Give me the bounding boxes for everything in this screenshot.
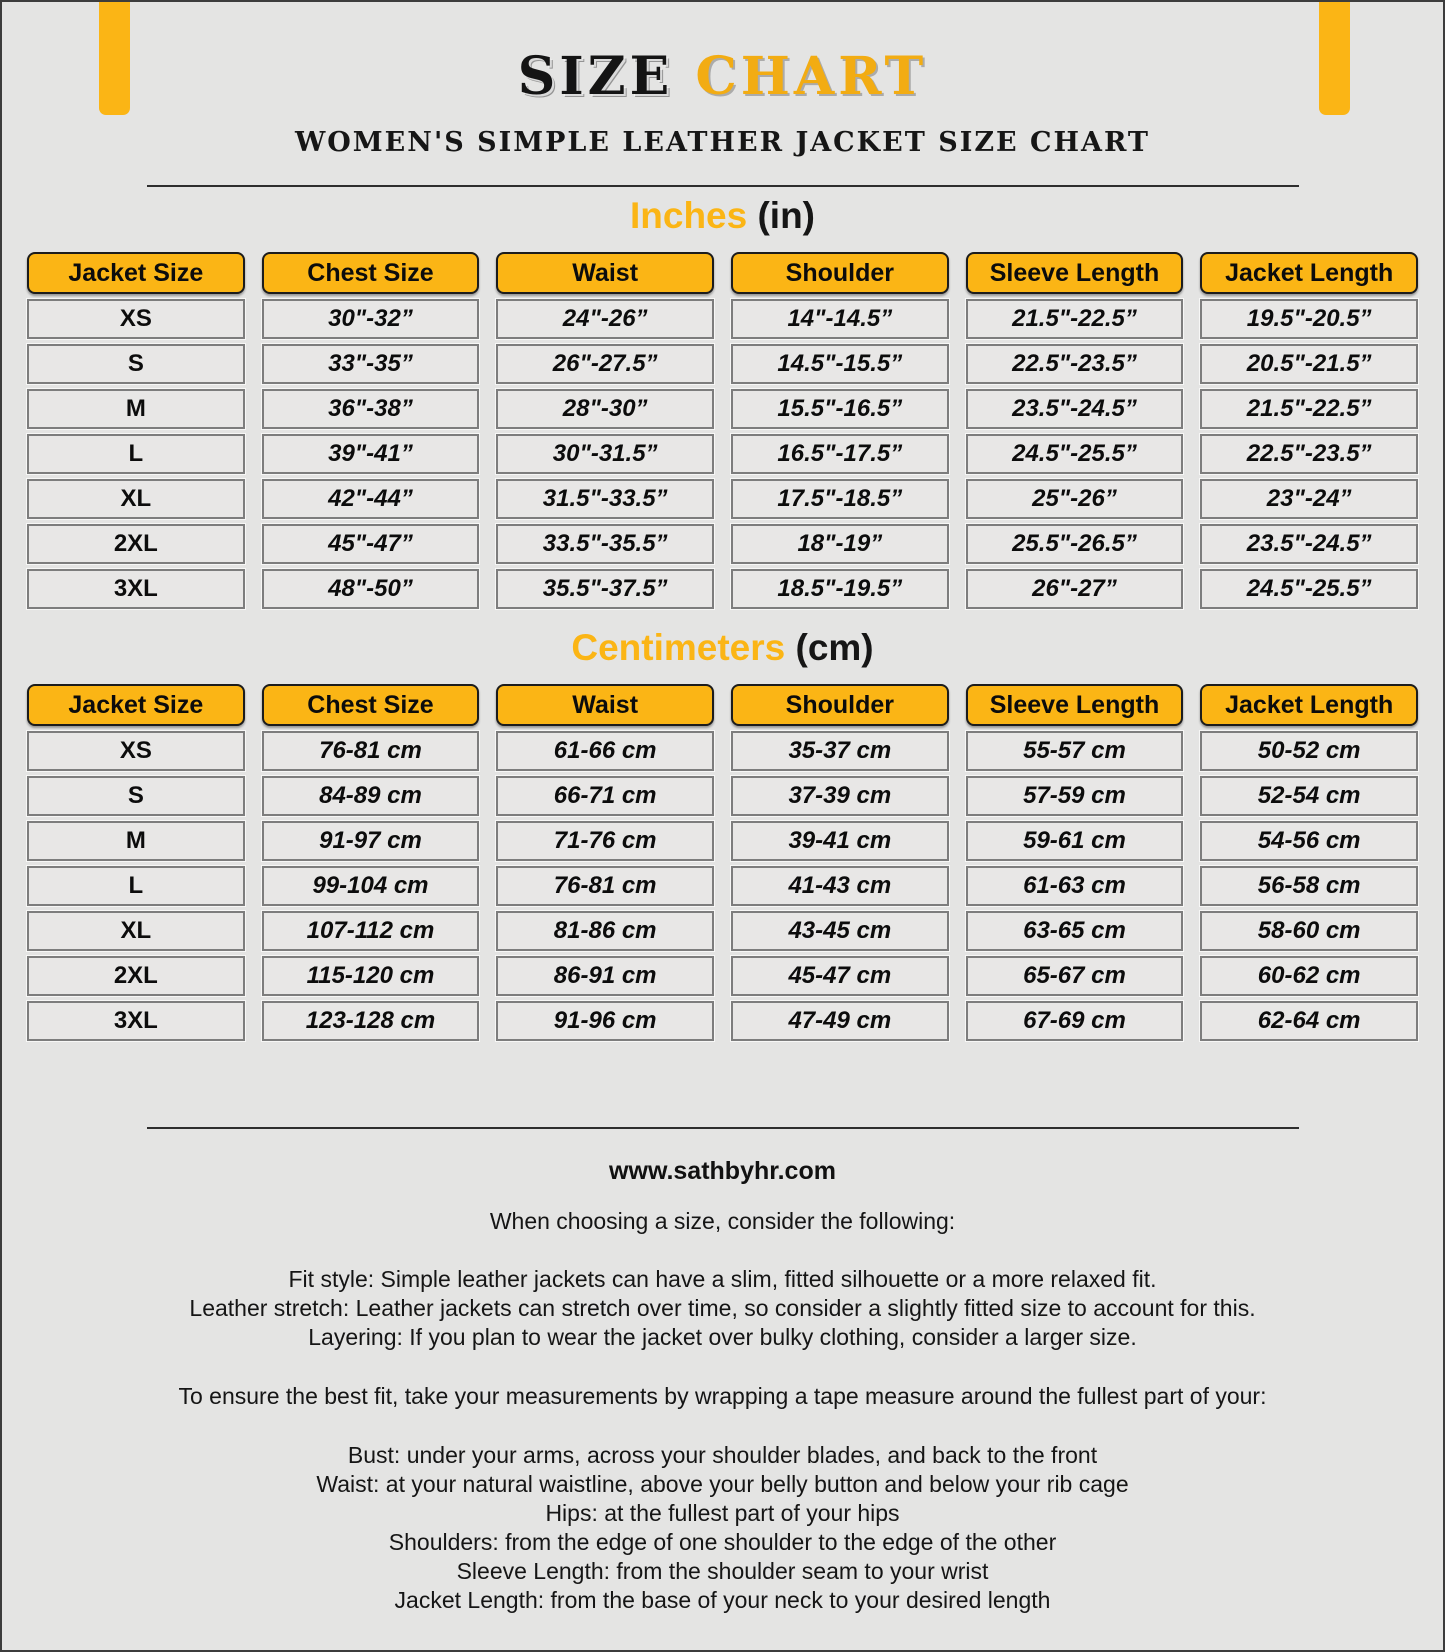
measurement-cell: 84-89 cm [262, 776, 480, 816]
column-header-jacket-size: Jacket Size [27, 684, 245, 726]
inches-unit: (in) [757, 195, 816, 237]
inches-section-heading [2, 195, 1443, 237]
measurement-cell: 66-71 cm [496, 776, 714, 816]
cm-table [27, 684, 1418, 1041]
measurement-cell: 33"-35” [262, 344, 480, 384]
measurement-cell: 123-128 cm [262, 1001, 480, 1041]
column-header-shoulder: Shoulder [731, 252, 949, 294]
cm-section-heading [2, 627, 1443, 669]
measurements-list [2, 1441, 1443, 1615]
measurement-cell: 21.5"-22.5” [966, 299, 1184, 339]
jacket-size-cell: 2XL [27, 524, 245, 564]
measurement-cell: 41-43 cm [731, 866, 949, 906]
measurement-cell: 23.5"-24.5” [1200, 524, 1418, 564]
measurement-cell: 59-61 cm [966, 821, 1184, 861]
jacket-size-cell: M [27, 821, 245, 861]
measurement-cell: 22.5"-23.5” [1200, 434, 1418, 474]
column-header-waist: Waist [496, 252, 714, 294]
considerations-list [2, 1265, 1443, 1352]
column-header-waist: Waist [496, 684, 714, 726]
jacket-size-cell: 2XL [27, 956, 245, 996]
measure-bust: Bust: under your arms, across your shoulder blades, and back to the front [347, 1442, 1098, 1469]
measurement-cell: 58-60 cm [1200, 911, 1418, 951]
jacket-size-cell: L [27, 866, 245, 906]
measurement-cell: 42"-44” [262, 479, 480, 519]
measurement-cell: 35-37 cm [731, 731, 949, 771]
measurement-cell: 65-67 cm [966, 956, 1184, 996]
measure-hips: Hips: at the fullest part of your hips [545, 1500, 900, 1527]
column-header-chest-size: Chest Size [262, 684, 480, 726]
column-header-sleeve-length: Sleeve Length [966, 684, 1184, 726]
measurement-cell: 62-64 cm [1200, 1001, 1418, 1041]
jacket-size-cell: XS [27, 731, 245, 771]
measurement-cell: 115-120 cm [262, 956, 480, 996]
measurement-cell: 19.5"-20.5” [1200, 299, 1418, 339]
measurement-cell: 47-49 cm [731, 1001, 949, 1041]
column-header-shoulder: Shoulder [731, 684, 949, 726]
measurement-cell: 63-65 cm [966, 911, 1184, 951]
measurement-cell: 71-76 cm [496, 821, 714, 861]
jacket-size-cell: XL [27, 911, 245, 951]
measurement-cell: 30"-31.5” [496, 434, 714, 474]
measurement-cell: 33.5"-35.5” [496, 524, 714, 564]
measurement-cell: 76-81 cm [496, 866, 714, 906]
measure-shoulders: Shoulders: from the edge of one shoulder to the edge of the other [388, 1529, 1057, 1556]
cm-label: Centimeters [571, 627, 786, 669]
measurement-cell: 21.5"-22.5” [1200, 389, 1418, 429]
measurement-cell: 45"-47” [262, 524, 480, 564]
measurement-cell: 39"-41” [262, 434, 480, 474]
measurement-cell: 36"-38” [262, 389, 480, 429]
measurement-cell: 20.5"-21.5” [1200, 344, 1418, 384]
decorative-bar-left [99, 2, 130, 115]
measurement-cell: 43-45 cm [731, 911, 949, 951]
jacket-size-cell: XS [27, 299, 245, 339]
measurement-cell: 55-57 cm [966, 731, 1184, 771]
measurement-cell: 26"-27” [966, 569, 1184, 609]
measurement-cell: 54-56 cm [1200, 821, 1418, 861]
measurement-cell: 23.5"-24.5” [966, 389, 1184, 429]
title-size-word: SIZE [517, 46, 674, 107]
measurement-cell: 31.5"-33.5” [496, 479, 714, 519]
column-header-jacket-length: Jacket Length [1200, 684, 1418, 726]
cm-unit: (cm) [795, 627, 874, 669]
jacket-size-cell: XL [27, 479, 245, 519]
measurement-cell: 50-52 cm [1200, 731, 1418, 771]
measurement-cell: 14.5"-15.5” [731, 344, 949, 384]
website-url: www.sathbyhr.com [609, 1157, 836, 1186]
measurement-cell: 37-39 cm [731, 776, 949, 816]
measurement-cell: 60-62 cm [1200, 956, 1418, 996]
jacket-size-cell: M [27, 389, 245, 429]
measurement-cell: 24"-26” [496, 299, 714, 339]
measurement-cell: 24.5"-25.5” [1200, 569, 1418, 609]
jacket-size-cell: S [27, 776, 245, 816]
measurement-cell: 30"-32” [262, 299, 480, 339]
measure-jacket-length: Jacket Length: from the base of your neck to your desired length [394, 1587, 1051, 1614]
measurement-cell: 91-96 cm [496, 1001, 714, 1041]
inches-label: Inches [629, 195, 748, 237]
measurement-cell: 24.5"-25.5” [966, 434, 1184, 474]
measurement-cell: 23"-24” [1200, 479, 1418, 519]
measurement-cell: 28"-30” [496, 389, 714, 429]
measurement-cell: 99-104 cm [262, 866, 480, 906]
column-header-chest-size: Chest Size [262, 252, 480, 294]
measurement-cell: 16.5"-17.5” [731, 434, 949, 474]
top-divider [147, 185, 1299, 187]
measurement-cell: 107-112 cm [262, 911, 480, 951]
measurement-cell: 61-66 cm [496, 731, 714, 771]
measurement-cell: 15.5"-16.5” [731, 389, 949, 429]
measurement-cell: 57-59 cm [966, 776, 1184, 816]
jacket-size-cell: L [27, 434, 245, 474]
jacket-size-cell: 3XL [27, 569, 245, 609]
column-header-jacket-size: Jacket Size [27, 252, 245, 294]
decorative-bar-right [1319, 2, 1350, 115]
measurement-cell: 81-86 cm [496, 911, 714, 951]
measurement-cell: 25.5"-26.5” [966, 524, 1184, 564]
measurement-cell: 18.5"-19.5” [731, 569, 949, 609]
inches-table [27, 252, 1418, 609]
title-chart-word: CHART [695, 46, 928, 107]
measure-intro-text: To ensure the best fit, take your measurements by wrapping a tape measure around the fullest part of your: [178, 1383, 1267, 1410]
measurement-cell: 25"-26” [966, 479, 1184, 519]
sizing-intro-text: When choosing a size, consider the following: [489, 1208, 956, 1235]
measurement-cell: 52-54 cm [1200, 776, 1418, 816]
measurement-cell: 76-81 cm [262, 731, 480, 771]
measurement-cell: 35.5"-37.5” [496, 569, 714, 609]
measurement-cell: 56-58 cm [1200, 866, 1418, 906]
column-header-jacket-length: Jacket Length [1200, 252, 1418, 294]
consideration-leather-stretch: Leather stretch: Leather jackets can stretch over time, so consider a slightly fitted size to account for this. [189, 1295, 1256, 1322]
consideration-fit-style: Fit style: Simple leather jackets can have a slim, fitted silhouette or a more relaxed fit. [288, 1266, 1157, 1293]
jacket-size-cell: 3XL [27, 1001, 245, 1041]
measurement-cell: 14"-14.5” [731, 299, 949, 339]
measurement-cell: 22.5"-23.5” [966, 344, 1184, 384]
measurement-cell: 67-69 cm [966, 1001, 1184, 1041]
jacket-size-cell: S [27, 344, 245, 384]
measurement-cell: 18"-19” [731, 524, 949, 564]
measure-waist: Waist: at your natural waistline, above your belly button and below your rib cage [316, 1471, 1129, 1498]
measurement-cell: 91-97 cm [262, 821, 480, 861]
measurement-cell: 26"-27.5” [496, 344, 714, 384]
measurement-cell: 86-91 cm [496, 956, 714, 996]
measure-sleeve-length: Sleeve Length: from the shoulder seam to your wrist [456, 1558, 989, 1585]
measurement-cell: 61-63 cm [966, 866, 1184, 906]
page-subtitle: WOMEN'S SIMPLE LEATHER JACKET SIZE CHART [294, 127, 1151, 159]
measurement-cell: 48"-50” [262, 569, 480, 609]
measurement-cell: 39-41 cm [731, 821, 949, 861]
measurement-cell: 45-47 cm [731, 956, 949, 996]
page-title [2, 48, 1443, 105]
column-header-sleeve-length: Sleeve Length [966, 252, 1184, 294]
bottom-divider [147, 1127, 1299, 1129]
measurement-cell: 17.5"-18.5” [731, 479, 949, 519]
consideration-layering: Layering: If you plan to wear the jacket over bulky clothing, consider a larger size. [308, 1324, 1137, 1351]
